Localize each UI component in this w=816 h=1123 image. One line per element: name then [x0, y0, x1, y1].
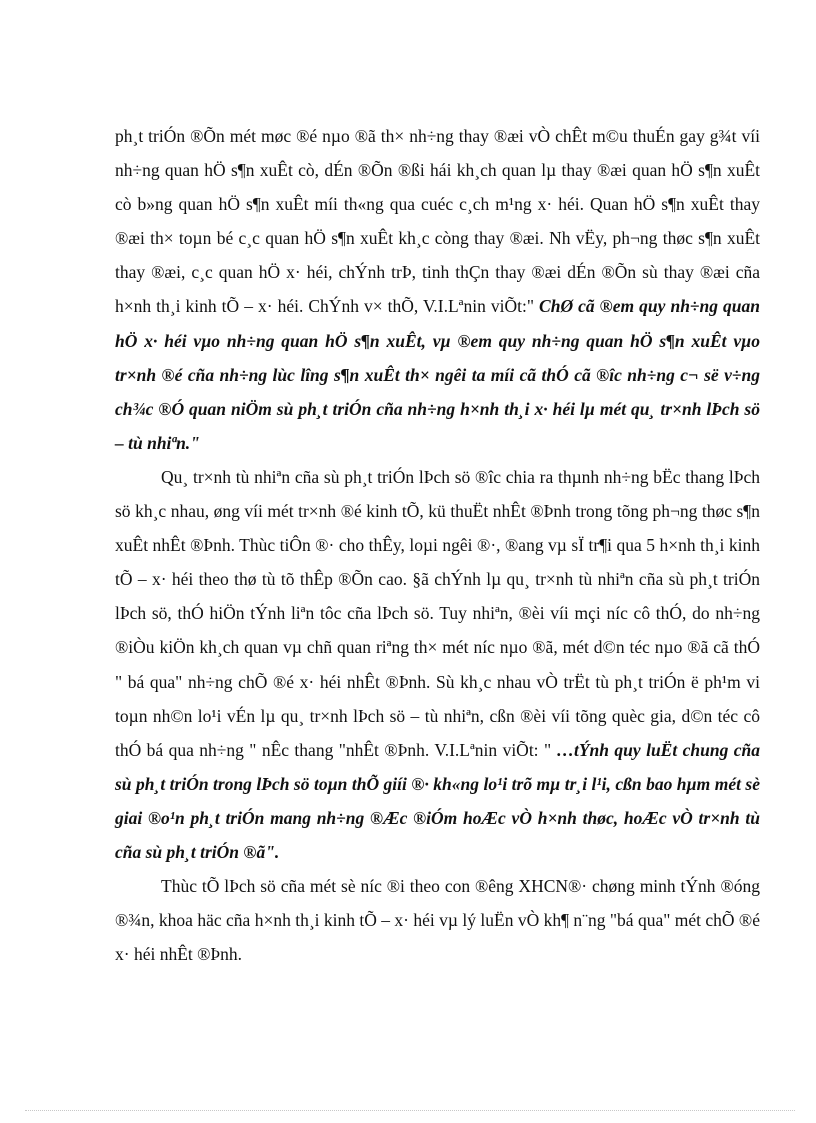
- paragraph-3: [115, 869, 760, 971]
- body-text: [115, 119, 760, 971]
- paragraph-2-text: Qu¸ tr×nh tù nhiªn cña sù ph¸t triÓn lÞch sö ®îc chia ra thµnh nh÷ng bËc thang lÞch sö kh¸c nhau, øng víi mét tr×nh ®é kinh tÕ, kü thuËt nhÊt ®Þnh trong tõng ph¬ng thøc s¶n xuÊt nhÊt ®Þnh. Thùc tiÔn ®· cho thÊy, loµi ngêi ®·, ®ang vµ sÏ tr¶i qua 5 h×nh th¸i kinh tÕ – x· héi theo thø tù tõ thÊp ®Õn cao. §ã chÝnh lµ qu¸ tr×nh tù nhiªn cña sù ph¸t triÓn lÞch sö, thÓ hiÖn tÝnh liªn tôc cña lÞch sö. Tuy nhiªn, ®èi víi mçi níc cô thÓ, do nh÷ng ®iÒu kiÖn kh¸ch quan vµ chñ quan riªng th× mét níc nµo ®ã, mét d©n téc nµo ®ã cã thÓ " bá qua" nh÷ng chÕ ®é x· héi nhÊt ®Þnh. Sù kh¸c nhau vÒ trËt tù ph¸t triÓn ë ph¹m vi toµn nh©n lo¹i vÉn lµ qu¸ tr×nh lÞch sö – tù nhiªn, cßn ®èi víi tõng quèc gia, d©n téc cô thÓ bá qua nh÷ng " nÊc thang "nhÊt ®Þnh. V.I.Lªnin viÕt: ": [115, 466, 760, 760]
- paragraph-3-text: Thùc tÕ lÞch sö cña mét sè níc ®i theo con ®êng XHCN®· chøng minh tÝnh ®óng ®¾n, khoa häc cña h×nh th¸i kinh tÕ – x· héi vµ lý luËn vÒ kh¶ n¨ng "bá qua" mét chÕ ®é x· héi nhÊt ®Þnh.: [115, 876, 760, 965]
- paragraph-1-text: ph¸t triÓn ®Õn mét møc ®é nµo ®ã th× nh÷ng thay ®æi vÒ chÊt m©u thuÉn gay g¾t víi nh÷ng quan hÖ s¶n xuÊt cò, dÉn ®Õn ®ßi hái kh¸ch quan lµ thay ®æi quan hÖ s¶n xuÊt cò b»ng quan hÖ s¶n xuÊt míi th«ng qua cuéc c¸ch m¹ng x· héi. Quan hÖ s¶n xuÊt thay ®æi th× toµn bé c¸c quan hÖ s¶n xuÊt kh¸c còng thay ®æi. Nh vËy, ph¬ng thøc s¶n xuÊt thay ®æi, c¸c quan hÖ x· héi, chÝnh trÞ, tinh thÇn thay ®æi dÉn ®Õn sù thay ®æi cña h×nh th¸i kinh tÕ – x· héi. ChÝnh v× thÕ, V.I.Lªnin viÕt:": [115, 126, 760, 317]
- lenin-quote-1: ChØ cã ®em quy nh÷ng quan hÖ x· héi vµo nh÷ng quan hÖ s¶n xuÊt, vµ ®em quy nh÷ng quan hÖ s¶n xuÊt vµo tr×nh ®é cña nh÷ng lùc lîng s¶n xuÊt th× ngêi ta míi cã thÓ cã ®îc nh÷ng c¬ së v÷ng ch¾c ®Ó quan niÖm sù ph¸t triÓn cña nh÷ng h×nh th¸i x· héi lµ mét qu¸ tr×nh lÞch sö – tù nhiªn.": [115, 296, 761, 453]
- page-bottom-divider: [25, 1110, 795, 1111]
- lenin-quote-2: …tÝnh quy luËt chung cña sù ph¸t triÓn trong lÞch sö toµn thÕ giíi ®· kh«ng lo¹i trõ mµ tr¸i l¹i, cßn bao hµm mét sè giai ®o¹n ph¸t triÓn mang nh÷ng ®Æc ®iÓm hoÆc vÒ h×nh thøc, hoÆc vÒ tr×nh tù cña sù ph¸t triÓn ®ã".: [115, 739, 760, 862]
- paragraph-2: [115, 460, 760, 869]
- paragraph-1: [115, 119, 760, 460]
